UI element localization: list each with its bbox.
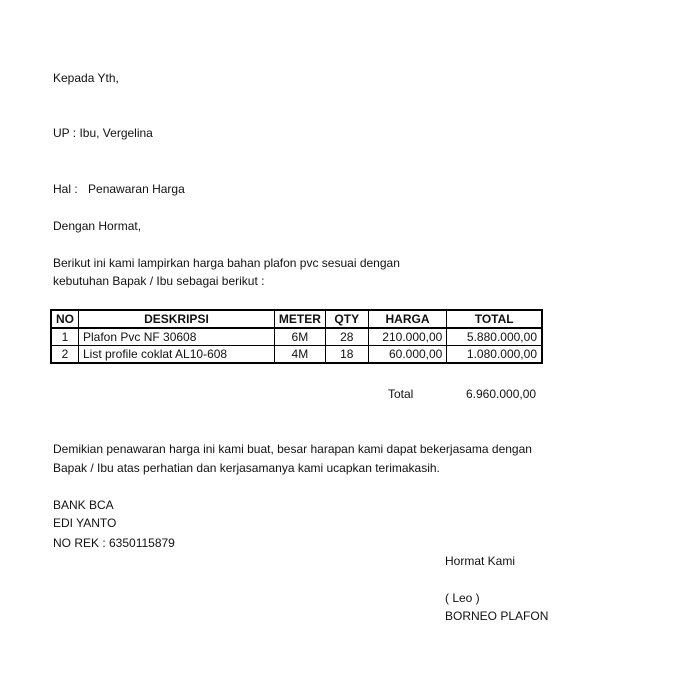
cell-no: 2 [51,346,79,364]
cell-meter: 6M [274,328,325,346]
price-table [50,309,543,364]
recipient-label: Kepada Yth, [53,71,119,85]
header-no: NO [51,310,79,328]
cell-qty: 28 [325,328,368,346]
cell-total: 5.880.000,00 [447,328,542,346]
intro-line-2: kebutuhan Bapak / Ibu sebagai berikut : [53,274,265,288]
cell-meter: 4M [274,346,325,364]
signer-name: ( Leo ) [445,591,480,605]
company-name: BORNEO PLAFON [445,609,549,623]
cell-desc: Plafon Pvc NF 30608 [79,328,275,346]
bank-holder: EDI YANTO [53,516,117,530]
closing-line-2: Bapak / Ibu atas perhatian dan kerjasamanya kami ucapkan terimakasih. [53,461,440,475]
table-row [51,346,542,364]
table-header-row [51,310,542,328]
header-meter: METER [274,310,325,328]
header-deskripsi: DESKRIPSI [79,310,275,328]
cell-desc: List profile coklat AL10-608 [79,346,275,364]
grand-total-value: 6.960.000,00 [466,387,537,401]
subject-label: Hal : [53,182,78,196]
up-line: UP : Ibu, Vergelina [53,126,153,140]
cell-qty: 18 [325,346,368,364]
intro-line-1: Berikut ini kami lampirkan harga bahan plafon pvc sesuai dengan [53,256,400,270]
bank-name: BANK BCA [53,498,114,512]
header-harga: HARGA [368,310,447,328]
regards-text: Hormat Kami [445,554,516,568]
cell-total: 1.080.000,00 [447,346,542,364]
grand-total-label: Total [388,387,414,401]
table-row [51,328,542,346]
cell-harga: 210.000,00 [368,328,447,346]
bank-account: NO REK : 6350115879 [53,536,175,550]
header-qty: QTY [325,310,368,328]
greeting: Dengan Hormat, [53,219,142,233]
subject-line [53,182,185,196]
subject-value: Penawaran Harga [88,182,185,196]
closing-line-1: Demikian penawaran harga ini kami buat, besar harapan kami dapat bekerjasama dengan [53,442,532,456]
cell-no: 1 [51,328,79,346]
cell-harga: 60.000,00 [368,346,447,364]
header-total: TOTAL [447,310,542,328]
